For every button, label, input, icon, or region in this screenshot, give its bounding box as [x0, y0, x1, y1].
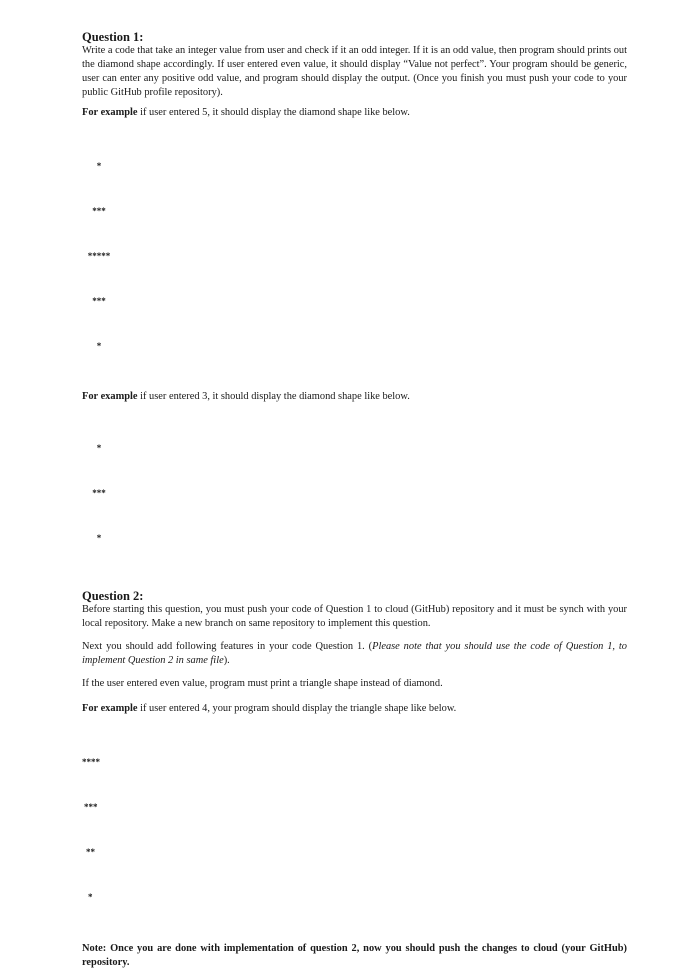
example-label: For example	[82, 107, 138, 118]
question-1-example-3	[82, 390, 627, 404]
diamond-row: ***	[92, 296, 106, 306]
diamond-row: *	[96, 161, 102, 171]
triangle-row: **	[86, 847, 95, 857]
question-2-body: Before starting this question, you must push your code of Question 1 to cloud (GitHub) repository and it must be synch with your local repository. Make a new branch on same repository to implement this question.	[82, 604, 627, 629]
diamond-row: *	[96, 533, 102, 543]
example-label: For example	[82, 703, 138, 714]
question-2-example	[82, 702, 627, 716]
question-1-example-5	[82, 106, 627, 120]
triangle-row: ***	[84, 802, 98, 812]
diamond-5	[82, 129, 116, 384]
triangle-row: *	[88, 892, 93, 902]
example-text: if user entered 4, your program should display the triangle shape like below.	[137, 703, 457, 714]
document	[82, 0, 627, 980]
diamond-row: *	[96, 341, 102, 351]
question-2-even-rule: If the user entered even value, program must print a triangle shape instead of diamond.	[82, 678, 443, 689]
question-2-title: Question 2:	[82, 589, 144, 603]
triangle-row: ****	[82, 757, 100, 767]
diamond-row: ***	[92, 488, 106, 498]
example-text: if user entered 3, it should display the diamond shape like below.	[137, 391, 410, 402]
question-1-title: Question 1:	[82, 30, 144, 44]
next-italic-note: Please note that you should use the code of Question 1, to implement Question 2 in same file	[82, 641, 627, 666]
question-2-next-features	[82, 640, 627, 668]
question-2-note: Note: Once you are done with implementation of question 2, now you should push the changes to cloud (your GitHub) repository.	[82, 943, 627, 968]
diamond-row: *****	[87, 251, 111, 261]
next-end: ).	[223, 655, 230, 666]
diamond-row: *	[96, 443, 102, 453]
diamond-row: ***	[92, 206, 106, 216]
example-text: if user entered 5, it should display the diamond shape like below.	[137, 107, 410, 118]
diamond-3	[82, 411, 116, 576]
next-text: Next you should add following features in your code Question 1. (	[82, 641, 373, 652]
triangle-4	[82, 725, 627, 935]
example-label: For example	[82, 391, 138, 402]
question-1-body: Write a code that take an integer value from user and check if it an odd integer. If it is an odd value, then program should prints out the diamond shape accordingly. If user entered even value, it should display “Value not perfect”. Your program should be generic, user can enter any positive odd value, and program should display the output. (Once you finish you must push your code to your public GitHub profile repository).	[82, 45, 627, 98]
